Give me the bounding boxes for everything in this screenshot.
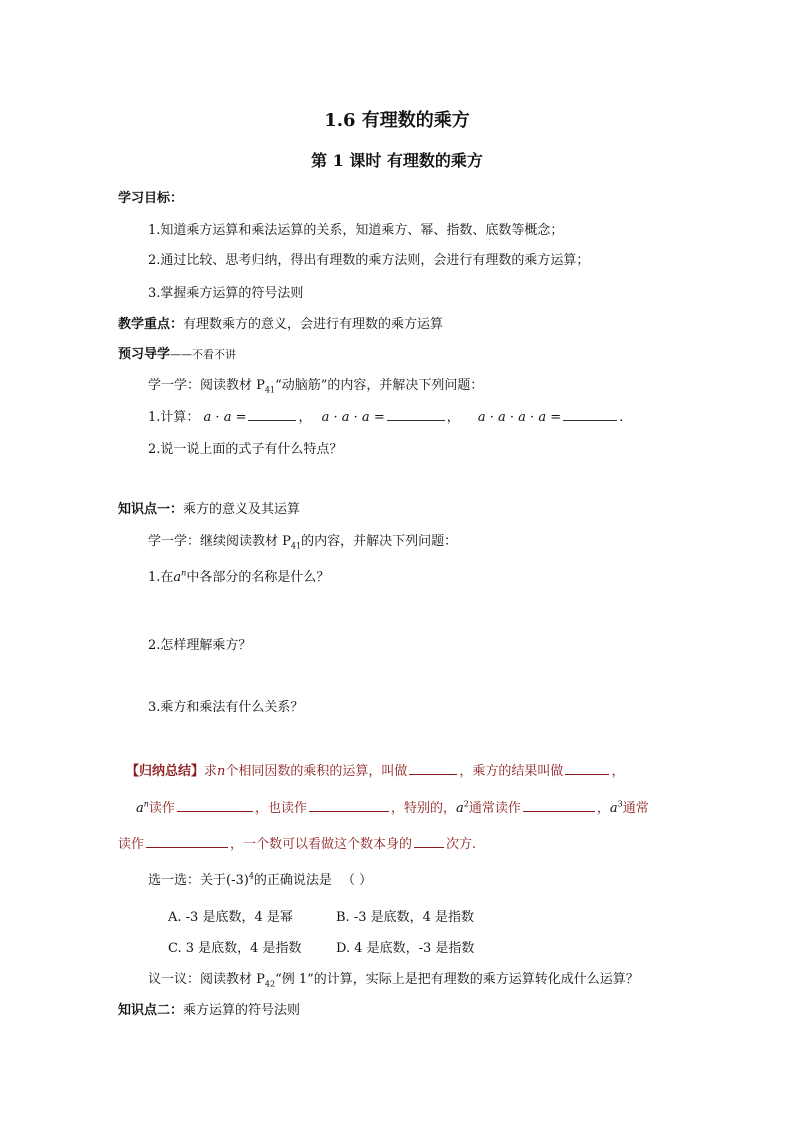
- summary-text: 通常: [622, 801, 649, 816]
- summary-text: 求: [204, 764, 218, 779]
- variable-a: a: [136, 801, 144, 816]
- summary-label: 【归纳总结】: [126, 764, 205, 779]
- q1-expression-2: a · a · a =: [321, 410, 385, 425]
- option-b[interactable]: B. -3 是底数，4 是指数: [336, 910, 475, 925]
- answer-blank[interactable]: [414, 835, 444, 848]
- variable-n: n: [217, 764, 226, 779]
- preview-learn-suffix: “动脑筋”的内容，并解决下列问题：: [275, 378, 484, 393]
- kp1-label: 知识点一：: [118, 502, 184, 517]
- q1-expression-1: a · a =: [203, 410, 247, 425]
- summary-text: 通常读作: [468, 801, 521, 816]
- option-d[interactable]: D. 4 是底数，-3 是指数: [336, 941, 475, 956]
- preview-heading-label: 预习导学: [118, 347, 171, 362]
- answer-blank[interactable]: [523, 799, 595, 812]
- lesson-subtitle: 第 1 课时 有理数的乘方: [311, 151, 483, 170]
- summary-text: ，一个数可以看做这个数本身的: [230, 837, 413, 852]
- objectives-heading: 学习目标：: [118, 191, 184, 206]
- preview-learn-prefix: 学一学：阅读教材 P: [148, 378, 265, 393]
- objective-item-2: 2.通过比较、思考归纳，得出有理数的乘方法则，会进行有理数的乘方运算；: [148, 253, 590, 268]
- answer-paren[interactable]: （ ）: [341, 873, 373, 888]
- summary-text: ，特别的，: [390, 801, 456, 816]
- knowledge-point-1-heading: [118, 498, 300, 517]
- objective-item-3: 3.掌握乘方运算的符号法则: [148, 286, 304, 301]
- kp1-title: 乘方的意义及其运算: [183, 502, 301, 517]
- answer-blank[interactable]: [309, 799, 389, 812]
- preview-heading-note: ——不看不讲: [170, 348, 237, 361]
- answer-blank[interactable]: [409, 762, 457, 775]
- kp2-title: 乘方运算的符号法则: [183, 1003, 301, 1018]
- exponent-n: n: [143, 799, 149, 809]
- kp1-q1-prefix: 1.在: [148, 570, 174, 585]
- kp1-learn-suffix: 的内容，并解决下列问题：: [301, 534, 458, 549]
- objective-item-1: 1.知道乘方运算和乘法运算的关系，知道乘方、幂、指数、底数等概念；: [148, 223, 564, 238]
- answer-blank[interactable]: [563, 408, 617, 421]
- exponent-2: 2: [463, 799, 469, 809]
- preview-question-2: 2.说一说上面的式子有什么特点？: [148, 442, 343, 457]
- summary-line-2: [136, 797, 649, 816]
- summary-text: ，: [596, 801, 610, 816]
- discuss-prefix: 议一议：阅读教材 P: [148, 972, 265, 987]
- summary-text: 读作: [148, 801, 175, 816]
- option-c[interactable]: C. 3 是底数，4 是指数: [168, 941, 302, 956]
- preview-question-1: 1.计算： a · a = ， a · a · a = ， a · a · a · a = .: [148, 410, 624, 425]
- preview-learn: [148, 374, 483, 395]
- option-a[interactable]: A. -3 是底数，4 是幂: [168, 910, 293, 925]
- page-subscript: 42: [264, 979, 276, 989]
- answer-blank[interactable]: [248, 408, 296, 421]
- variable-a: a: [455, 801, 464, 816]
- exponent-4: 4: [248, 871, 254, 881]
- preview-heading: [118, 343, 236, 362]
- key-point-label: 教学重点：: [118, 317, 184, 332]
- variable-a: a: [173, 570, 182, 585]
- kp1-q1-suffix: 中各部分的名称是什么？: [186, 570, 330, 585]
- key-point-text: 有理数乘方的意义，会进行有理数的乘方运算: [183, 317, 444, 332]
- summary-text: ，: [611, 764, 625, 779]
- summary-text: 个相同因数的乘积的运算，叫做: [225, 764, 408, 779]
- kp1-learn: [148, 530, 457, 551]
- answer-blank[interactable]: [177, 799, 253, 812]
- expression: (-3): [226, 873, 249, 888]
- variable-a: a: [609, 801, 618, 816]
- kp1-question-3: 3.乘方和乘法有什么关系？: [148, 700, 304, 715]
- discuss-suffix: “例 1”的计算，实际上是把有理数的乘方运算转化成什么运算？: [275, 972, 639, 987]
- answer-blank[interactable]: [146, 835, 228, 848]
- summary-line-1: [126, 760, 624, 779]
- choice-suffix: 的正确说法是: [253, 873, 332, 888]
- answer-blank[interactable]: [387, 408, 445, 421]
- exponent-3: 3: [617, 799, 623, 809]
- exponent-n: n: [181, 568, 187, 578]
- knowledge-point-2-heading: [118, 999, 300, 1018]
- page-subscript: 41: [290, 541, 302, 551]
- q1-expression-3: a · a · a · a =: [477, 410, 562, 425]
- key-point: [118, 313, 443, 332]
- summary-text: 读作: [118, 837, 145, 852]
- summary-line-3: [118, 833, 476, 852]
- kp1-learn-prefix: 学一学：继续阅读教材 P: [148, 534, 291, 549]
- kp2-label: 知识点二：: [118, 1003, 184, 1018]
- summary-text: 次方.: [446, 837, 477, 852]
- choice-question: [148, 869, 372, 888]
- page-subscript: 41: [264, 385, 276, 395]
- q1-label: 1.计算：: [148, 410, 200, 425]
- answer-blank[interactable]: [565, 762, 609, 775]
- discuss-question: [148, 968, 639, 989]
- summary-text: ，也读作: [254, 801, 307, 816]
- page-title: 1.6 有理数的乘方: [324, 110, 470, 131]
- kp1-question-1: [148, 566, 329, 585]
- choice-prefix: 选一选：关于: [148, 873, 227, 888]
- kp1-question-2: 2.怎样理解乘方？: [148, 638, 252, 653]
- summary-text: ，乘方的结果叫做: [459, 764, 564, 779]
